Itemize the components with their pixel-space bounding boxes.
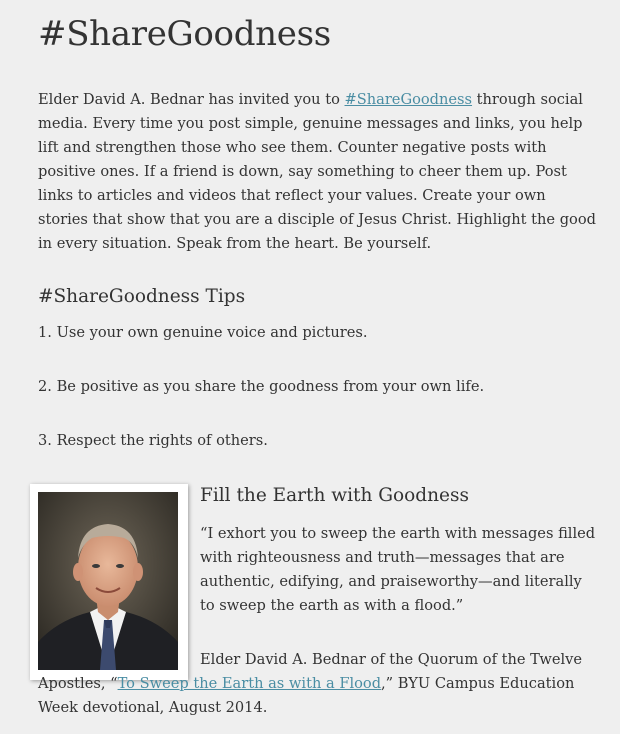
- feature-quote: “I exhort you to sweep the earth with messages filled with righteousness and truth—messages that are authentic, edifying, and praiseworthy—and literally to sweep the earth as with a flood.”: [200, 525, 596, 614]
- tip-item-1: 1. Use your own genuine voice and pictures.: [38, 324, 368, 341]
- intro-text-start: Elder David A. Bednar has invited you to: [38, 91, 345, 108]
- intro-text-end: through social media. Every time you post simple, genuine messages and links, you help lift and strengthen those who see them. Counter negative posts with positive ones. If a friend is down, say something to cheer them up. Post links to articles and videos that reflect your values. Create your own stories that show that you are a disciple of Jesus Christ. Highlight the good in every situation. Speak from the heart. Be yourself.: [38, 91, 596, 252]
- feature-citation: [38, 648, 600, 720]
- citation-text-end: ,” BYU Campus Education Week devotional, August 2014.: [38, 675, 575, 716]
- intro-paragraph: [38, 88, 598, 256]
- citation-text-start: Elder David A. Bednar of the Quorum of the Twelve Apostles, “: [38, 651, 583, 692]
- page-title: #ShareGoodness: [38, 14, 331, 54]
- sweep-the-earth-link[interactable]: To Sweep the Earth as with a Flood: [117, 675, 382, 692]
- tip-item-3: 3. Respect the rights of others.: [38, 432, 268, 449]
- share-goodness-link[interactable]: #ShareGoodness: [344, 91, 473, 108]
- tips-heading: #ShareGoodness Tips: [38, 286, 246, 307]
- feature-heading: Fill the Earth with Goodness: [200, 485, 469, 506]
- portrait-photo: [38, 492, 178, 670]
- tip-item-2: 2. Be positive as you share the goodness from your own life.: [38, 378, 485, 395]
